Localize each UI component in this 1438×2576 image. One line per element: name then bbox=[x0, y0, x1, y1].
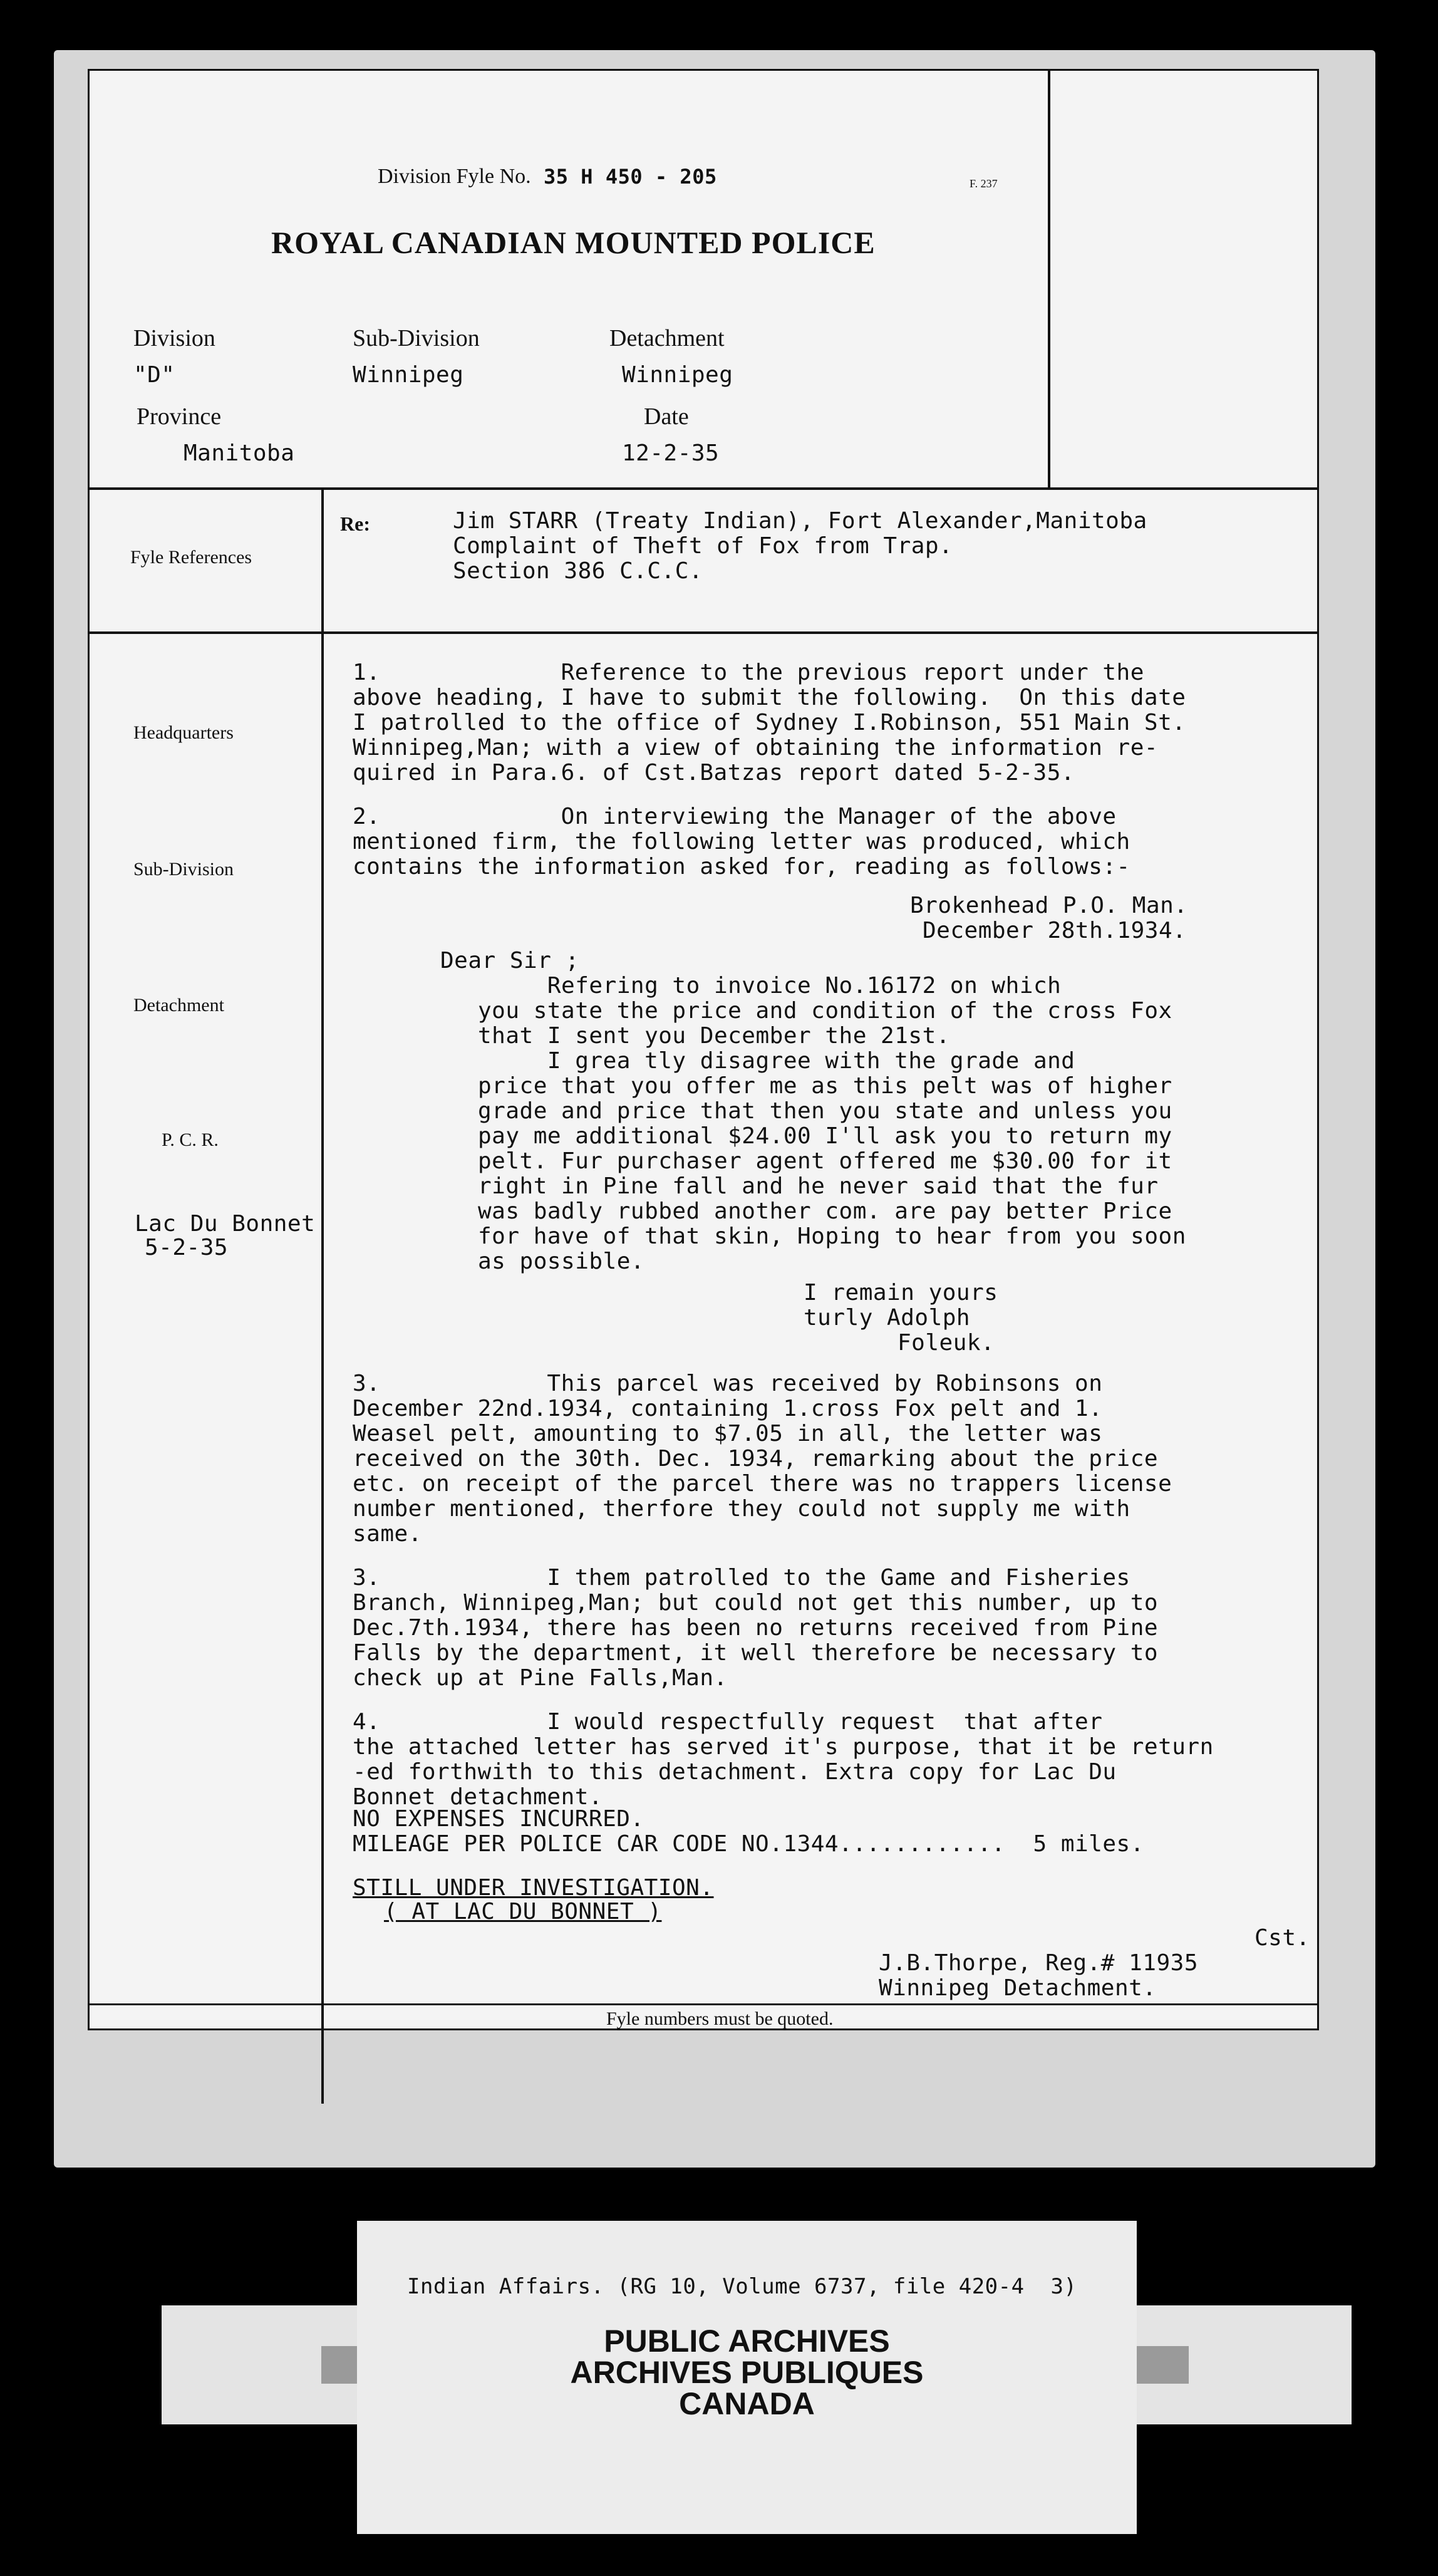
para-4-line: 3. I them patrolled to the Game and Fisheries bbox=[353, 1565, 1130, 1591]
para-1-line: quired in Para.6. of Cst.Batzas report dated 5-2-35. bbox=[353, 760, 1075, 786]
detachment-label: Detachment bbox=[609, 325, 725, 351]
province-label: Province bbox=[137, 403, 222, 430]
para-3-line: number mentioned, therfore they could not supply me with bbox=[353, 1496, 1130, 1522]
division-file-label: Division Fyle No. bbox=[378, 165, 531, 188]
para-1-line: 1. Reference to the previous report under the bbox=[353, 660, 1144, 685]
re-line-3: Section 386 C.C.C. bbox=[453, 558, 703, 584]
expenses-line: NO EXPENSES INCURRED. bbox=[353, 1806, 644, 1832]
para-2-line: 2. On interviewing the Manager of the above bbox=[353, 804, 1117, 829]
signature-name: J.B.Thorpe, Reg.# 11935 bbox=[879, 1950, 1198, 1976]
para-5-line: Bonnet detachment. bbox=[353, 1784, 603, 1810]
para-4-line: Dec.7th.1934, there has been no returns received from Pine bbox=[353, 1615, 1159, 1641]
letter-line: that I sent you December the 21st. bbox=[478, 1023, 950, 1049]
letter-line: Refering to invoice No.16172 on which bbox=[478, 973, 1062, 999]
letter-line: price that you offer me as this pelt was of higher bbox=[478, 1073, 1172, 1099]
re-line-2: Complaint of Theft of Fox from Trap. bbox=[453, 533, 953, 559]
letter-line: grade and price that then you state and unless you bbox=[478, 1098, 1172, 1124]
header-right-divider bbox=[1048, 71, 1050, 487]
para-4-line: Branch, Winnipeg,Man; but could not get this number, up to bbox=[353, 1590, 1159, 1616]
subdivision-value: Winnipeg bbox=[353, 362, 464, 388]
letter-salutation: Dear Sir ; bbox=[440, 948, 579, 974]
letter-line: I grea tly disagree with the grade and bbox=[478, 1048, 1075, 1074]
para-3-line: Weasel pelt, amounting to $7.05 in all, the letter was bbox=[353, 1421, 1103, 1446]
pcr-place: Lac Du Bonnet bbox=[135, 1211, 316, 1237]
para-3-line: etc. on receipt of the parcel there was no trappers license bbox=[353, 1471, 1172, 1497]
footer-rule bbox=[90, 2003, 1317, 2005]
signature-detachment: Winnipeg Detachment. bbox=[879, 1975, 1157, 2001]
para-3-line: same. bbox=[353, 1521, 422, 1547]
para-4-line: check up at Pine Falls,Man. bbox=[353, 1665, 728, 1691]
subdivision-ref-label: Sub-Division bbox=[133, 859, 234, 880]
letter-address-line: Brokenhead P.O. Man. bbox=[910, 893, 1188, 918]
re-bottom-rule bbox=[90, 631, 1317, 634]
letter-line: right in Pine fall and he never said that the fur bbox=[478, 1173, 1159, 1199]
para-3-line: received on the 30th. Dec. 1934, remarking about the price bbox=[353, 1446, 1159, 1472]
date-value: 12-2-35 bbox=[622, 440, 720, 466]
para-4-line: Falls by the department, it well therefore be necessary to bbox=[353, 1640, 1159, 1666]
para-2-line: contains the information asked for, reading as follows:- bbox=[353, 854, 1130, 880]
division-label: Division bbox=[133, 325, 215, 351]
form-code: F. 237 bbox=[970, 177, 998, 190]
date-label: Date bbox=[644, 403, 689, 430]
letter-line: pelt. Fur purchaser agent offered me $30.00 for it bbox=[478, 1148, 1172, 1174]
fyle-references-label: Fyle References bbox=[130, 547, 252, 568]
para-5-line: -ed forthwith to this detachment. Extra copy for Lac Du bbox=[353, 1759, 1117, 1785]
detachment-value: Winnipeg bbox=[622, 362, 733, 388]
archive-line-2: ARCHIVES PUBLIQUES bbox=[570, 2355, 924, 2390]
letter-closing-line: I remain yours bbox=[804, 1280, 998, 1306]
letter-closing-line: turly Adolph bbox=[804, 1305, 971, 1331]
archive-line-1: PUBLIC ARCHIVES bbox=[604, 2324, 890, 2359]
rcmp-report-form bbox=[88, 69, 1319, 2030]
division-file-number: 35 H 450 - 205 bbox=[544, 165, 717, 189]
pcr-label: P. C. R. bbox=[162, 1130, 219, 1150]
letter-line: you state the price and condition of the cross Fox bbox=[478, 998, 1172, 1024]
detachment-ref-label: Detachment bbox=[133, 995, 224, 1015]
letter-line: as possible. bbox=[478, 1249, 645, 1274]
para-1-line: above heading, I have to submit the following. On this date bbox=[353, 685, 1186, 710]
para-1-line: I patrolled to the office of Sydney I.Robinson, 551 Main St. bbox=[353, 710, 1186, 735]
para-3-line: December 22nd.1934, containing 1.cross Fox pelt and 1. bbox=[353, 1396, 1103, 1421]
header-bottom-rule bbox=[90, 487, 1317, 490]
letter-line: pay me additional $24.00 I'll ask you to return my bbox=[478, 1123, 1172, 1149]
subdivision-label: Sub-Division bbox=[353, 325, 480, 351]
page-title: ROYAL CANADIAN MOUNTED POLICE bbox=[271, 225, 876, 260]
re-line-1: Jim STARR (Treaty Indian), Fort Alexander,Manitoba bbox=[453, 508, 1147, 534]
file-number-note: Fyle numbers must be quoted. bbox=[606, 2008, 834, 2029]
division-value: "D" bbox=[133, 362, 175, 388]
re-label: Re: bbox=[340, 512, 370, 535]
status-line: STILL UNDER INVESTIGATION. bbox=[353, 1875, 714, 1901]
para-2-line: mentioned firm, the following letter was produced, which bbox=[353, 829, 1130, 854]
para-5-line: 4. I would respectfully request that after bbox=[353, 1709, 1103, 1735]
province-value: Manitoba bbox=[184, 440, 295, 466]
mileage-line: MILEAGE PER POLICE CAR CODE NO.1344............ 5 miles. bbox=[353, 1831, 1144, 1857]
archive-label bbox=[357, 2221, 1137, 2534]
letter-address-line: December 28th.1934. bbox=[923, 918, 1187, 943]
signature-rank: Cst. bbox=[1254, 1925, 1310, 1951]
para-5-line: the attached letter has served it's purpose, that it be return bbox=[353, 1734, 1214, 1760]
letter-closing-line: Foleuk. bbox=[897, 1330, 995, 1356]
para-1-line: Winnipeg,Man; with a view of obtaining the information re- bbox=[353, 735, 1159, 761]
status-location: ( AT LAC DU BONNET ) bbox=[384, 1899, 662, 1924]
pcr-date: 5-2-35 bbox=[145, 1235, 229, 1260]
archive-line-3: CANADA bbox=[679, 2386, 815, 2421]
archive-citation: Indian Affairs. (RG 10, Volume 6737, file 420-4 3) bbox=[407, 2274, 1077, 2299]
headquarters-label: Headquarters bbox=[133, 722, 234, 743]
para-3-line: 3. This parcel was received by Robinsons on bbox=[353, 1371, 1103, 1396]
letter-line: for have of that skin, Hoping to hear from you soon bbox=[478, 1223, 1186, 1249]
left-column-divider bbox=[321, 487, 324, 2104]
letter-line: was badly rubbed another com. are pay better Price bbox=[478, 1198, 1172, 1224]
